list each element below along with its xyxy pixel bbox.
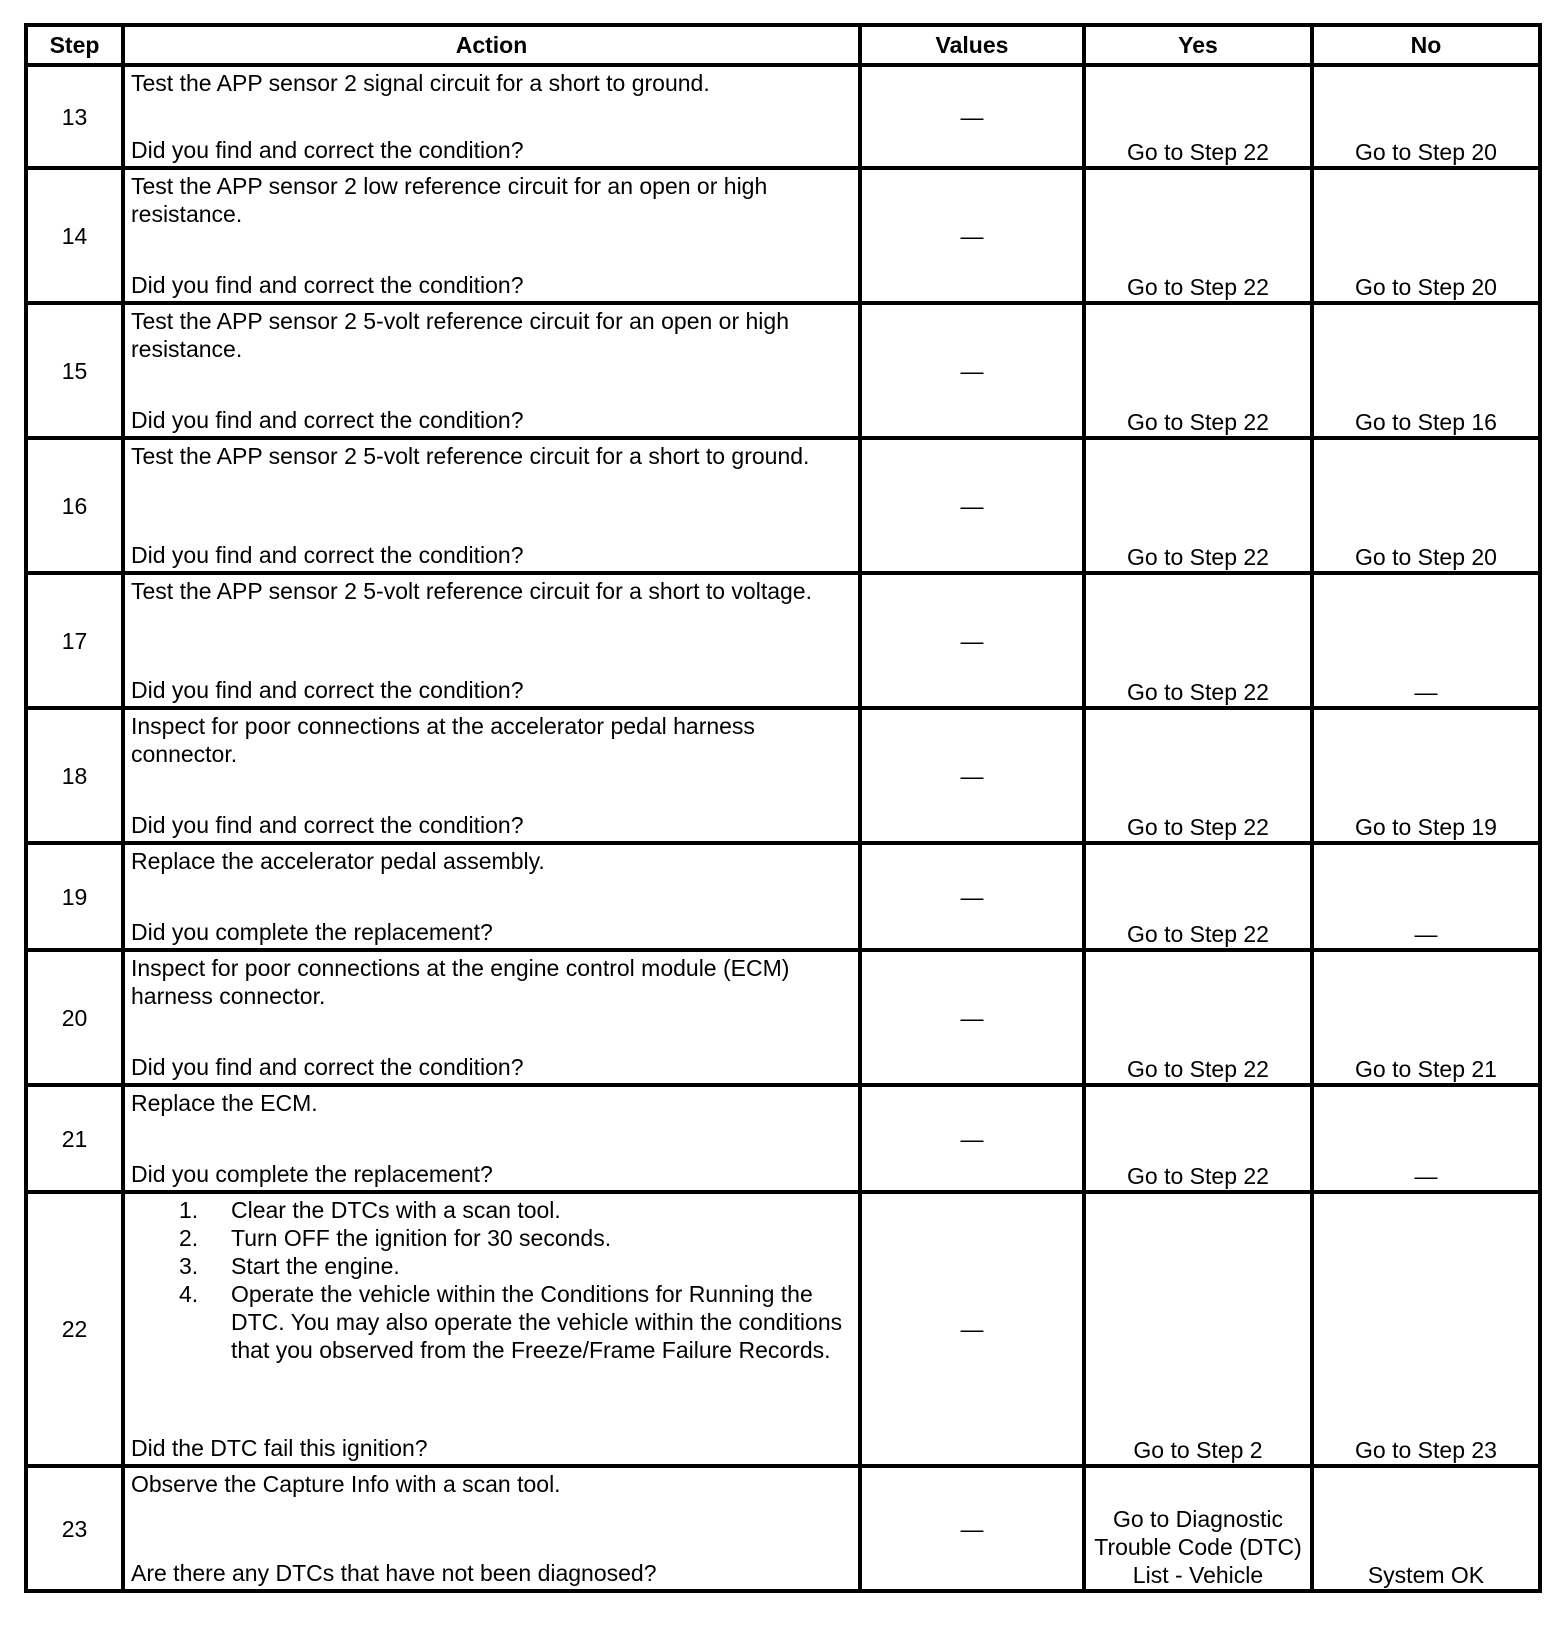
action-question: Did you find and correct the condition?	[131, 677, 524, 703]
step-number: 13	[26, 65, 123, 168]
yes-cell: Go to Step 22	[1084, 168, 1312, 303]
no-cell: Go to Step 20	[1312, 438, 1540, 573]
action-instruction: Observe the Capture Info with a scan tool.	[131, 1471, 561, 1497]
table-row	[26, 168, 1540, 303]
action-cell	[123, 843, 860, 950]
action-cell	[123, 708, 860, 843]
list-item	[179, 1280, 852, 1364]
action-steps-list	[131, 1196, 852, 1364]
no-cell: Go to Step 23	[1312, 1192, 1540, 1466]
yes-cell: Go to Step 2	[1084, 1192, 1312, 1466]
table-row	[26, 1466, 1540, 1591]
action-cell	[123, 1085, 860, 1192]
values-cell: —	[860, 65, 1084, 168]
action-instruction: Replace the accelerator pedal assembly.	[131, 848, 545, 874]
diagnostic-table	[24, 23, 1542, 1593]
values-cell: —	[860, 843, 1084, 950]
step-number: 14	[26, 168, 123, 303]
table-row	[26, 1192, 1540, 1466]
table-row	[26, 438, 1540, 573]
table-row	[26, 950, 1540, 1085]
table-row	[26, 303, 1540, 438]
yes-cell: Go to Step 22	[1084, 843, 1312, 950]
action-instruction: Test the APP sensor 2 5-volt reference circuit for a short to ground.	[131, 443, 810, 469]
no-cell: —	[1312, 1085, 1540, 1192]
action-question: Are there any DTCs that have not been diagnosed?	[131, 1560, 657, 1586]
action-cell	[123, 1466, 860, 1591]
action-cell	[123, 168, 860, 303]
action-question: Did you find and correct the condition?	[131, 812, 524, 838]
action-question: Did you complete the replacement?	[131, 919, 493, 945]
yes-cell: Go to Step 22	[1084, 438, 1312, 573]
no-cell: Go to Step 16	[1312, 303, 1540, 438]
step-number: 17	[26, 573, 123, 708]
action-cell	[123, 65, 860, 168]
action-cell	[123, 303, 860, 438]
step-number: 15	[26, 303, 123, 438]
values-cell: —	[860, 708, 1084, 843]
values-cell: —	[860, 1085, 1084, 1192]
header-step: Step	[26, 25, 123, 65]
values-cell: —	[860, 303, 1084, 438]
action-question: Did you find and correct the condition?	[131, 272, 524, 298]
step-number: 23	[26, 1466, 123, 1591]
no-cell: Go to Step 20	[1312, 168, 1540, 303]
table-row	[26, 573, 1540, 708]
table-row	[26, 843, 1540, 950]
no-cell: Go to Step 20	[1312, 65, 1540, 168]
table-row	[26, 708, 1540, 843]
yes-cell: Go to Step 22	[1084, 303, 1312, 438]
action-instruction: Test the APP sensor 2 signal circuit for a short to ground.	[131, 70, 710, 96]
values-cell: —	[860, 168, 1084, 303]
list-item-number: 1.	[179, 1197, 199, 1223]
values-cell: —	[860, 1466, 1084, 1591]
action-question: Did you find and correct the condition?	[131, 407, 524, 433]
yes-cell: Go to Diagnostic Trouble Code (DTC) List - Vehicle	[1084, 1466, 1312, 1591]
header-values: Values	[860, 25, 1084, 65]
values-cell: —	[860, 950, 1084, 1085]
action-instruction: Replace the ECM.	[131, 1090, 318, 1116]
list-item	[179, 1224, 852, 1252]
yes-cell: Go to Step 22	[1084, 573, 1312, 708]
action-cell	[123, 573, 860, 708]
header-no: No	[1312, 25, 1540, 65]
action-instruction: Inspect for poor connections at the accelerator pedal harness connector.	[131, 713, 755, 767]
yes-cell: Go to Step 22	[1084, 708, 1312, 843]
values-cell: —	[860, 438, 1084, 573]
step-number: 19	[26, 843, 123, 950]
values-cell: —	[860, 573, 1084, 708]
header-row	[26, 25, 1540, 65]
list-item-text: Turn OFF the ignition for 30 seconds.	[231, 1225, 612, 1251]
header-yes: Yes	[1084, 25, 1312, 65]
yes-cell: Go to Step 22	[1084, 950, 1312, 1085]
action-question: Did the DTC fail this ignition?	[131, 1435, 428, 1461]
list-item-number: 2.	[179, 1225, 199, 1251]
action-question: Did you complete the replacement?	[131, 1161, 493, 1187]
action-question: Did you find and correct the condition?	[131, 137, 524, 163]
no-cell: —	[1312, 573, 1540, 708]
list-item-text: Operate the vehicle within the Conditions for Running the DTC. You may also operate the vehicle within the conditions that you observed from the Freeze/Frame Failure Records.	[231, 1281, 843, 1363]
table-row	[26, 65, 1540, 168]
no-cell: Go to Step 21	[1312, 950, 1540, 1085]
no-cell: Go to Step 19	[1312, 708, 1540, 843]
header-action: Action	[123, 25, 860, 65]
action-instruction: Inspect for poor connections at the engine control module (ECM) harness connector.	[131, 955, 790, 1009]
table-row	[26, 1085, 1540, 1192]
step-number: 20	[26, 950, 123, 1085]
action-instruction: Test the APP sensor 2 5-volt reference circuit for an open or high resistance.	[131, 308, 789, 362]
action-question: Did you find and correct the condition?	[131, 542, 524, 568]
list-item-text: Clear the DTCs with a scan tool.	[231, 1197, 561, 1223]
values-cell: —	[860, 1192, 1084, 1466]
list-item	[179, 1252, 852, 1280]
yes-cell: Go to Step 22	[1084, 65, 1312, 168]
yes-cell: Go to Step 22	[1084, 1085, 1312, 1192]
step-number: 21	[26, 1085, 123, 1192]
no-cell: System OK	[1312, 1466, 1540, 1591]
list-item-number: 4.	[179, 1281, 199, 1307]
step-number: 22	[26, 1192, 123, 1466]
action-instruction: Test the APP sensor 2 5-volt reference circuit for a short to voltage.	[131, 578, 812, 604]
action-instruction: Test the APP sensor 2 low reference circuit for an open or high resistance.	[131, 173, 768, 227]
step-number: 18	[26, 708, 123, 843]
list-item-text: Start the engine.	[231, 1253, 400, 1279]
action-cell	[123, 438, 860, 573]
action-cell	[123, 950, 860, 1085]
list-item-number: 3.	[179, 1253, 199, 1279]
step-number: 16	[26, 438, 123, 573]
no-cell: —	[1312, 843, 1540, 950]
list-item	[179, 1196, 852, 1224]
action-question: Did you find and correct the condition?	[131, 1054, 524, 1080]
action-cell	[123, 1192, 860, 1466]
